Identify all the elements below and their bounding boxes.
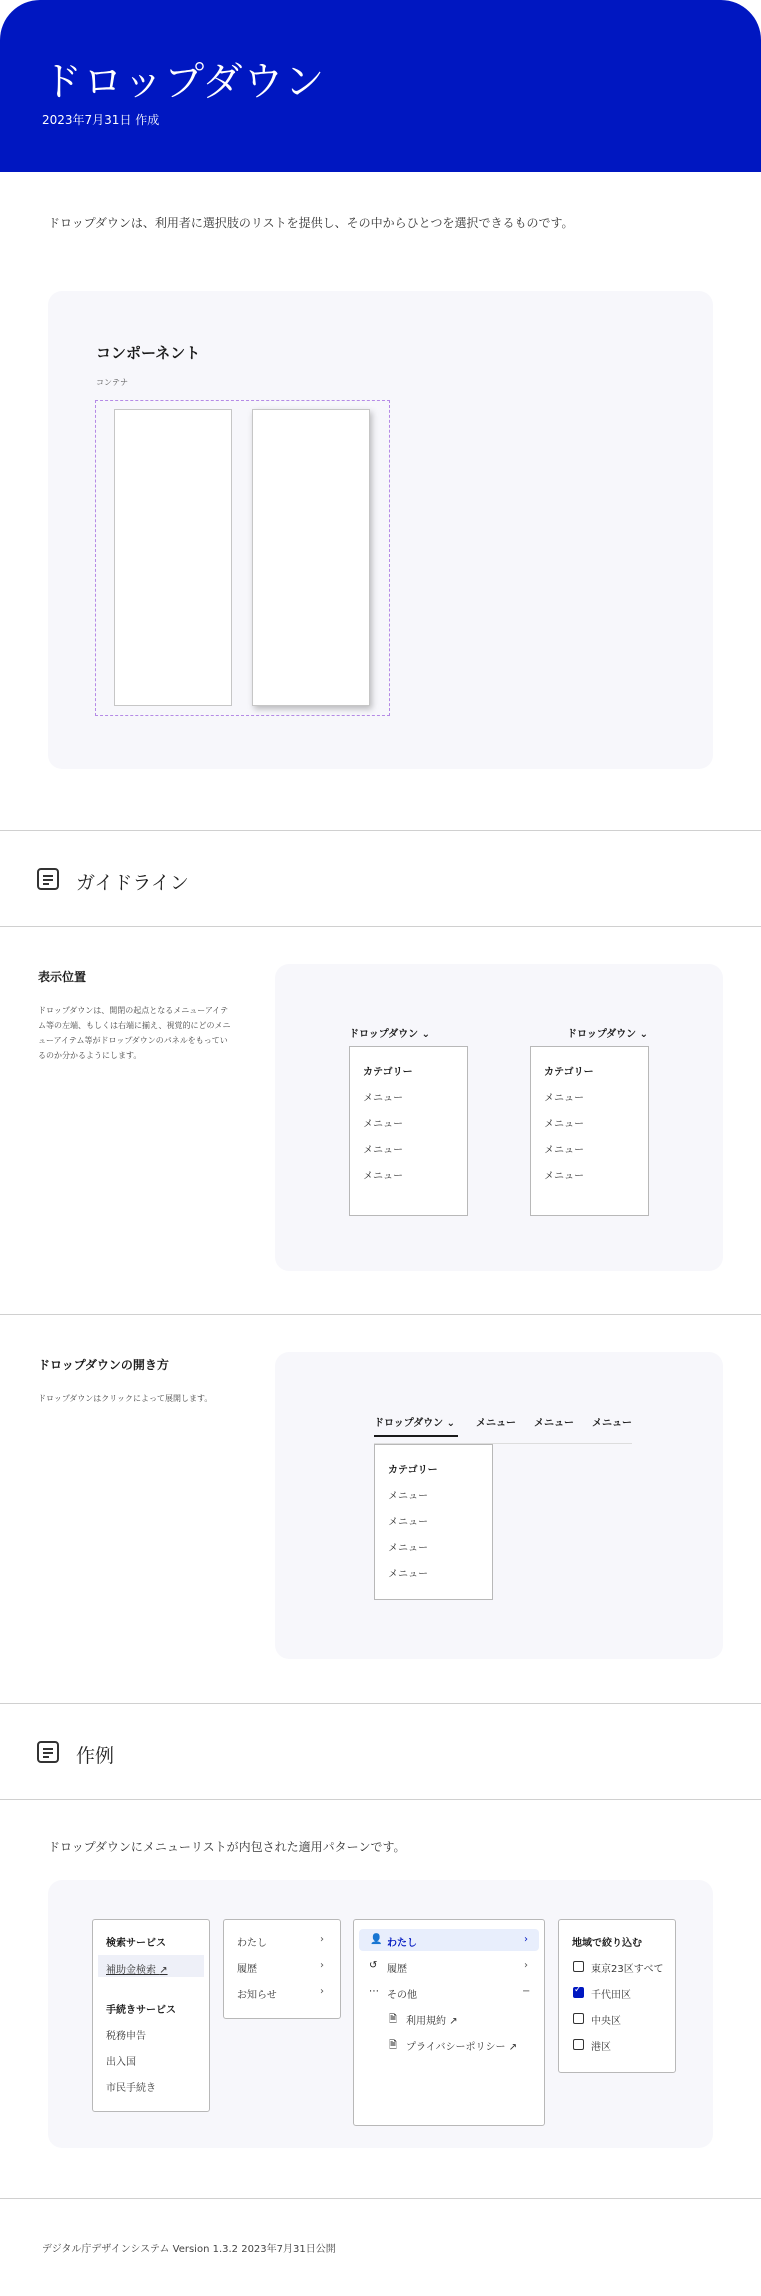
document-icon <box>37 1741 59 1763</box>
divider <box>0 830 761 831</box>
divider <box>0 1314 761 1315</box>
dropdown-category: カテゴリー <box>363 1067 413 1078</box>
nav-dropdown[interactable]: ドロップダウン ⌄ <box>374 1414 458 1437</box>
filter-title: 地域で絞り込む <box>572 1938 642 1949</box>
menu-item[interactable]: お知らせ <box>237 1990 277 2001</box>
nav-menu[interactable]: メニュー <box>476 1418 516 1429</box>
history-icon: ↺ <box>369 1960 378 1971</box>
checkbox-label: 港区 <box>591 2042 611 2053</box>
divider <box>0 2198 761 2199</box>
menu-highlight <box>359 1929 539 1951</box>
menu-item[interactable]: 出入国 <box>106 2057 136 2068</box>
created-date: 2023年7月31日 作成 <box>42 113 160 127</box>
chevron-down-icon: ⌄ <box>639 1029 648 1040</box>
chevron-right-icon: › <box>320 1986 324 1997</box>
external-link-icon: ↗ <box>449 2016 458 2027</box>
dropdown-category: カテゴリー <box>388 1465 438 1476</box>
menu-item[interactable]: わたし <box>237 1938 267 1949</box>
page-title: ドロップダウン <box>42 59 326 105</box>
examples-intro: ドロップダウンにメニューリストが内包された適用パターンです。 <box>48 1840 406 1854</box>
open-title: ドロップダウンの開き方 <box>38 1358 169 1372</box>
position-title: 表示位置 <box>38 970 87 984</box>
divider <box>0 926 761 927</box>
menu-item[interactable]: メニュー <box>544 1171 584 1182</box>
checkbox[interactable] <box>573 1961 584 1972</box>
terms-link[interactable]: 利用規約 ↗ <box>406 2016 458 2027</box>
external-link-icon: ↗ <box>508 2042 518 2053</box>
collapse-icon: − <box>522 1986 531 1997</box>
nav-menu[interactable]: メニュー <box>592 1418 632 1429</box>
container-flat <box>114 409 232 706</box>
component-title: コンポーネント <box>96 344 201 362</box>
intro-text: ドロップダウンは、利用者に選択肢のリストを提供し、その中からひとつを選択できるものです。 <box>48 216 574 230</box>
nav-menu[interactable]: メニュー <box>534 1418 574 1429</box>
document-icon: 🗎 <box>389 2040 398 2051</box>
menu-item[interactable]: 市民手続き <box>106 2083 156 2094</box>
chevron-down-icon: ⌄ <box>421 1029 430 1040</box>
menu-item[interactable]: メニュー <box>544 1119 584 1130</box>
subsidy-search-link[interactable]: 補助金検索 ↗ <box>106 1965 168 1976</box>
menu-item[interactable]: メニュー <box>388 1543 428 1554</box>
divider <box>0 1799 761 1800</box>
component-subtitle: コンテナ <box>96 378 128 387</box>
checkbox-label: 中央区 <box>591 2016 621 2027</box>
document-icon <box>37 868 59 890</box>
open-text: ドロップダウンはクリックによって展開します。 <box>38 1394 213 1403</box>
menu-item-history[interactable]: 履歴 <box>387 1964 407 1975</box>
dropdown-trigger-left[interactable]: ドロップダウン ⌄ <box>349 1025 433 1048</box>
check-icon: ✓ <box>574 1985 582 1995</box>
chevron-right-icon: › <box>320 1960 324 1971</box>
position-panel <box>275 964 723 1271</box>
external-link-icon: ↗ <box>159 1965 168 1976</box>
checkbox[interactable] <box>573 2039 584 2050</box>
menu-heading: 検索サービス <box>106 1938 166 1949</box>
menu-item[interactable]: メニュー <box>363 1171 403 1182</box>
guideline-heading: ガイドライン <box>76 872 189 894</box>
document-icon: 🗎 <box>389 2014 398 2025</box>
person-icon: 👤 <box>370 1934 383 1945</box>
container-elevated <box>252 409 370 706</box>
checkbox[interactable] <box>573 2013 584 2024</box>
menu-item[interactable]: メニュー <box>363 1119 403 1130</box>
position-text: ドロップダウンは、開閉の起点となるメニューアイテム等の左端、もしくは右端に揃え、視覚的にどのメニューアイテム等がドロップダウンのパネルをもっているのか分かるようにします。 <box>38 1006 231 1060</box>
examples-heading: 作例 <box>76 1745 115 1767</box>
menu-item[interactable]: メニュー <box>388 1569 428 1580</box>
dropdown-category: カテゴリー <box>544 1067 594 1078</box>
checkbox-label: 東京23区すべて <box>591 1964 664 1975</box>
divider <box>0 1703 761 1704</box>
open-panel <box>275 1352 723 1659</box>
chevron-right-icon: › <box>320 1934 324 1945</box>
menu-item[interactable]: メニュー <box>388 1517 428 1528</box>
menu-item[interactable]: メニュー <box>544 1145 584 1156</box>
menu-item[interactable]: 履歴 <box>237 1964 257 1975</box>
chevron-right-icon: › <box>524 1934 528 1945</box>
menu-item[interactable]: メニュー <box>363 1093 403 1104</box>
footer-text: デジタル庁デザインシステム Version 1.3.2 2023年7月31日公開 <box>42 2244 336 2255</box>
menu-item[interactable]: メニュー <box>388 1491 428 1502</box>
menu-item-other[interactable]: その他 <box>387 1990 417 2001</box>
menu-item[interactable]: メニュー <box>544 1093 584 1104</box>
chevron-down-icon: ⌄ <box>446 1418 455 1429</box>
menu-item[interactable]: メニュー <box>363 1145 403 1156</box>
privacy-link[interactable]: プライバシーポリシー ↗ <box>406 2042 518 2053</box>
menu-item-me[interactable]: わたし <box>387 1938 417 1949</box>
dropdown-trigger-right[interactable]: ドロップダウン ⌄ <box>564 1025 648 1048</box>
checkbox-label: 千代田区 <box>591 1990 631 2001</box>
more-icon: ⋯ <box>369 1986 379 1997</box>
menu-heading: 手続きサービス <box>106 2005 176 2016</box>
menu-item[interactable]: 税務申告 <box>106 2031 146 2042</box>
chevron-right-icon: › <box>524 1960 528 1971</box>
checkbox-checked[interactable] <box>573 1987 584 1998</box>
